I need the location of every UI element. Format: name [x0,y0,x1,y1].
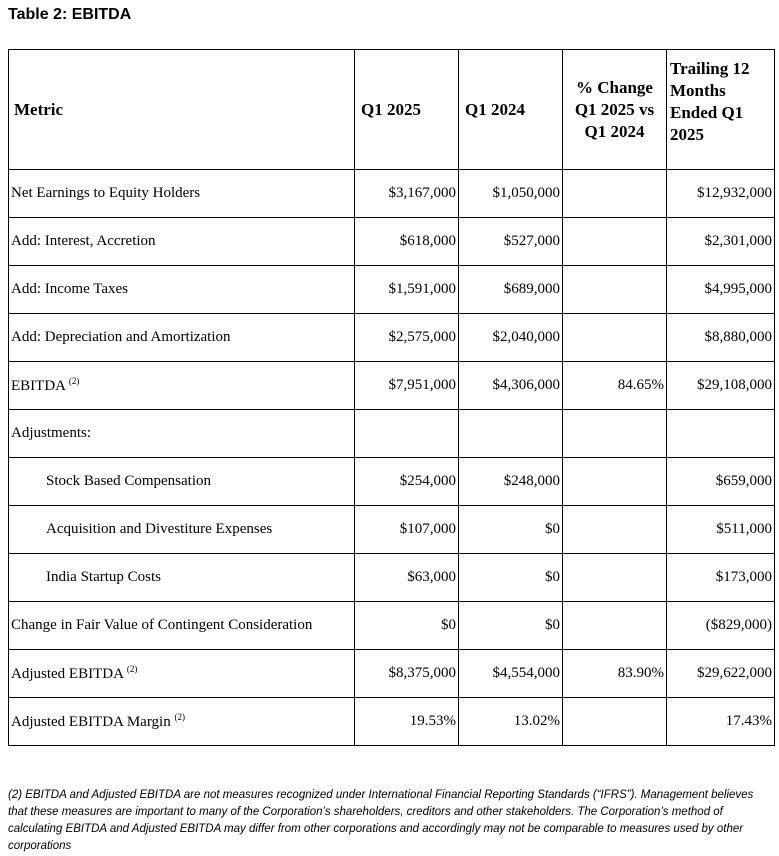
cell-trailing-12-months: $8,880,000 [667,314,775,362]
header-q1-2024: Q1 2024 [459,50,563,170]
cell-q1-2024 [459,410,563,458]
cell-q1-2024: $689,000 [459,266,563,314]
header-q1-2025: Q1 2025 [355,50,459,170]
cell-percent-change [563,410,667,458]
table-row [9,410,775,458]
row-label-text: EBITDA [11,378,66,394]
table-row [9,218,775,266]
cell-percent-change [563,506,667,554]
cell-q1-2024: 13.02% [459,698,563,746]
cell-trailing-12-months [667,410,775,458]
table-row [9,362,775,410]
header-ttm-line3: Ended Q1 [670,103,744,122]
footnote-marker: (2) [126,664,138,674]
cell-q1-2025: $618,000 [355,218,459,266]
cell-q1-2025: $0 [355,602,459,650]
table-row [9,650,775,698]
cell-trailing-12-months: ($829,000) [667,602,775,650]
cell-trailing-12-months: $12,932,000 [667,170,775,218]
cell-trailing-12-months: $29,108,000 [667,362,775,410]
cell-q1-2024: $1,050,000 [459,170,563,218]
cell-percent-change: 84.65% [563,362,667,410]
cell-trailing-12-months: $173,000 [667,554,775,602]
row-label-text: Net Earnings to Equity Holders [11,185,201,201]
row-label-text: Adjusted EBITDA Margin [11,714,171,730]
row-label-text: Stock Based Compensation [46,473,211,489]
header-ttm-line1: Trailing 12 [670,59,750,78]
cell-q1-2024: $248,000 [459,458,563,506]
cell-percent-change [563,170,667,218]
header-trailing-12-months [667,50,775,170]
cell-q1-2024: $0 [459,506,563,554]
cell-q1-2025: $107,000 [355,506,459,554]
table-row [9,602,775,650]
row-label [9,266,355,314]
row-label-text: Add: Interest, Accretion [11,233,156,249]
row-label-text: Add: Depreciation and Amortization [11,329,231,345]
cell-percent-change [563,266,667,314]
row-label [9,458,355,506]
table-row [9,506,775,554]
header-ttm-line4: 2025 [670,125,704,144]
row-label-text: Adjusted EBITDA [11,666,124,682]
row-label-text: Add: Income Taxes [11,281,128,297]
row-label-text: Adjustments: [11,425,92,441]
row-label-text: Change in Fair Value of Contingent Consideration [11,617,313,633]
table-row [9,266,775,314]
cell-q1-2024: $0 [459,602,563,650]
cell-q1-2025: 19.53% [355,698,459,746]
cell-q1-2025: $8,375,000 [355,650,459,698]
header-percent-change [563,50,667,170]
cell-percent-change [563,218,667,266]
cell-trailing-12-months: 17.43% [667,698,775,746]
cell-percent-change [563,314,667,362]
cell-trailing-12-months: $2,301,000 [667,218,775,266]
header-change-line1: % Change [576,77,653,97]
footnote-marker: (2) [68,376,80,386]
cell-q1-2025: $254,000 [355,458,459,506]
table-row [9,698,775,746]
cell-trailing-12-months: $659,000 [667,458,775,506]
table-row [9,458,775,506]
cell-q1-2025: $7,951,000 [355,362,459,410]
cell-q1-2025: $63,000 [355,554,459,602]
cell-q1-2024: $2,040,000 [459,314,563,362]
table-row [9,170,775,218]
header-metric: Metric [9,50,355,170]
row-label [9,602,355,650]
cell-q1-2025: $1,591,000 [355,266,459,314]
row-label [9,506,355,554]
footnote: (2) EBITDA and Adjusted EBITDA are not measures recognized under International Financial Reporting Standards (“IFRS”). Management believes that these measures are important to many of the Corporation’s shareholders, creditors and other stakeholders. The Corporation’s method of calculating EBITDA and Adjusted EBITDA may differ from other corporations and accordingly may not be comparable to measures used by other corporations [8,789,754,852]
row-label [9,170,355,218]
cell-percent-change [563,458,667,506]
cell-q1-2024: $0 [459,554,563,602]
cell-percent-change [563,554,667,602]
header-ttm-line2: Months [670,81,726,100]
cell-q1-2025: $3,167,000 [355,170,459,218]
row-label [9,650,355,698]
row-label [9,554,355,602]
cell-q1-2025 [355,410,459,458]
cell-trailing-12-months: $4,995,000 [667,266,775,314]
table-body [9,170,775,746]
cell-q1-2024: $4,306,000 [459,362,563,410]
ebitda-table [8,49,775,746]
cell-trailing-12-months: $29,622,000 [667,650,775,698]
cell-q1-2024: $527,000 [459,218,563,266]
table-row [9,554,775,602]
row-label [9,410,355,458]
cell-q1-2024: $4,554,000 [459,650,563,698]
table-title: Table 2: EBITDA [8,6,132,23]
row-label [9,362,355,410]
header-change-line3: Q1 2024 [584,121,645,141]
row-label-text: Acquisition and Divestiture Expenses [46,521,273,537]
cell-percent-change [563,602,667,650]
cell-percent-change [563,698,667,746]
header-change-line2: Q1 2025 vs [574,99,655,119]
row-label [9,698,355,746]
table-row [9,314,775,362]
header-row [9,50,775,170]
row-label [9,218,355,266]
footnote-marker: (2) [174,712,185,722]
row-label-text: India Startup Costs [46,569,161,585]
cell-q1-2025: $2,575,000 [355,314,459,362]
cell-trailing-12-months: $511,000 [667,506,775,554]
row-label [9,314,355,362]
cell-percent-change: 83.90% [563,650,667,698]
